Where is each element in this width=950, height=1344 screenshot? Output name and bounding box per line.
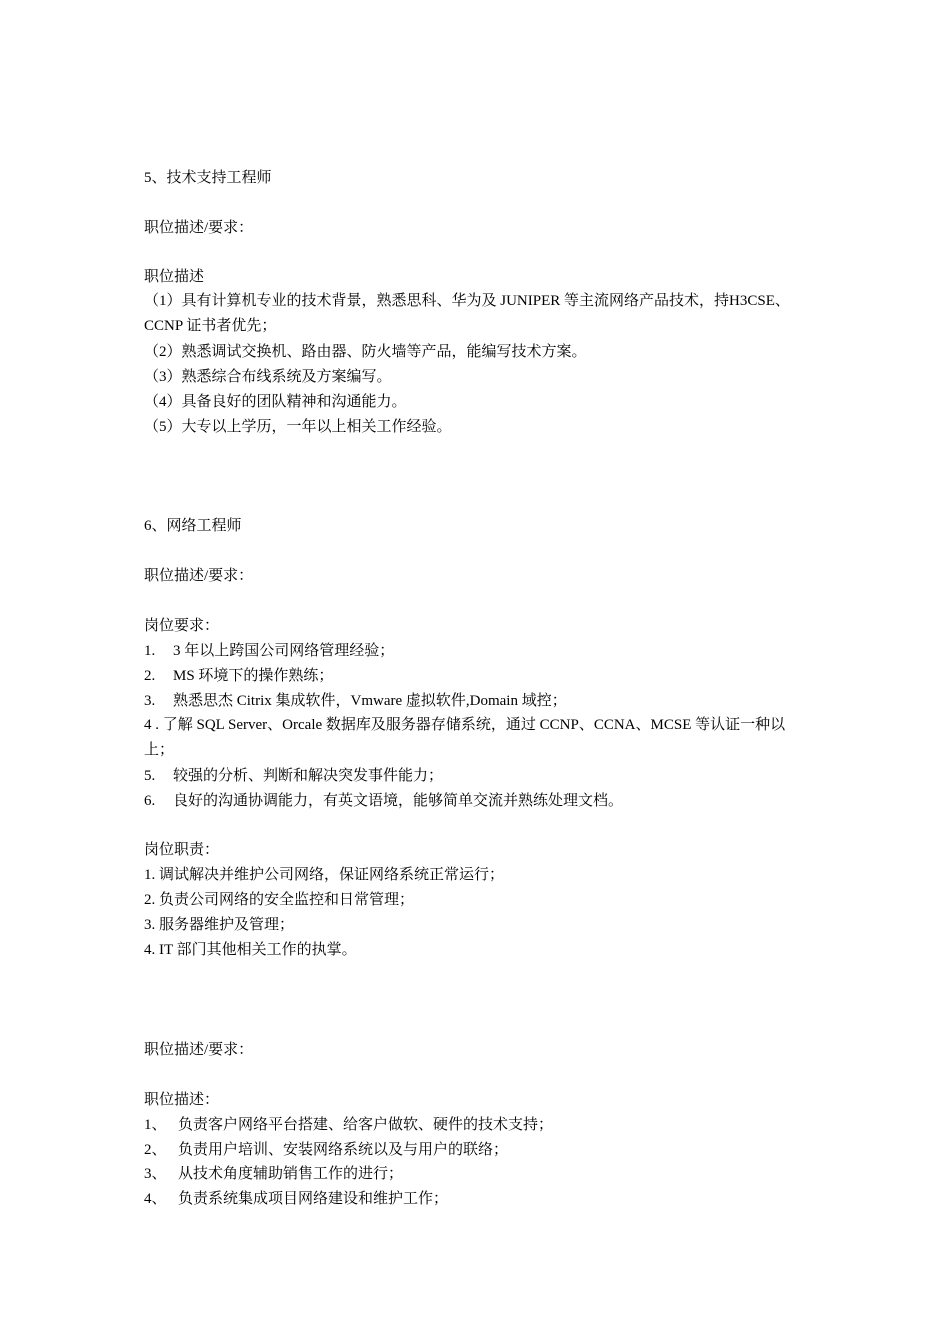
item-number: 1、 [144,1117,167,1133]
duty-item-1: 1. 调试解决并维护公司网络，保证网络系统正常运行； [144,867,505,883]
requirement-item-6 [144,791,814,811]
section5-sub-label: 职位描述 [144,269,205,285]
requirement-number: 5. [144,768,156,784]
item-text: 负责客户网络平台搭建、给客户做软、硬件的技术支持； [178,1117,554,1133]
section6-req-label: 岗位要求： [144,618,220,634]
requirement-text: 较强的分析、判断和解决突发事件能力； [173,768,444,784]
section7-desc-label: 职位描述/要求： [144,1042,254,1058]
requirement-number: 1. [144,643,156,659]
item-number: 4、 [144,1191,167,1207]
item-number: 2、 [144,1142,167,1158]
requirement-number: 2. [144,668,156,684]
requirement-item-3 [144,691,814,711]
section5-item-1: （1）具有计算机专业的技术背景，熟悉思科、华为及 JUNIPER 等主流网络产品技术，持H3CSE、CCNP 证书者优先； [144,293,790,334]
requirement-number: 6. [144,793,156,809]
section7-item-4 [144,1189,814,1209]
section-heading-5: 5、技术支持工程师 [144,170,272,186]
section5-item-3: （3）熟悉综合布线系统及方案编写。 [144,369,392,385]
item-number: 3、 [144,1166,167,1182]
section5-item-2: （2）熟悉调试交换机、路由器、防火墙等产品，能编写技术方案。 [144,344,587,360]
item-text: 从技术角度辅助销售工作的进行； [178,1166,404,1182]
requirement-text: 熟悉思杰 Citrix 集成软件，Vmware 虚拟软件,Domain 域控； [173,693,567,709]
requirement-item-5 [144,766,814,786]
requirement-item-4 [144,713,814,763]
requirement-number: 3. [144,693,156,709]
section5-item-5: （5）大专以上学历，一年以上相关工作经验。 [144,419,452,435]
section5-desc-label: 职位描述/要求： [144,220,254,236]
section7-item-1 [144,1115,814,1135]
duty-item-2: 2. 负责公司网络的安全监控和日常管理； [144,892,415,908]
item-text: 负责系统集成项目网络建设和维护工作； [178,1191,449,1207]
section-heading-6: 6、网络工程师 [144,518,242,534]
requirement-text: 3 年以上跨国公司网络管理经验； [173,643,395,659]
requirement-item-2 [144,666,814,686]
item-text: 负责用户培训、安装网络系统以及与用户的联络； [178,1142,509,1158]
section7-sub-label: 职位描述： [144,1092,220,1108]
requirement-text: 良好的沟通协调能力，有英文语境，能够简单交流并熟练处理文档。 [173,793,624,809]
requirement-number: 4 [144,717,152,733]
duty-item-4: 4. IT 部门其他相关工作的执掌。 [144,942,357,958]
requirement-text: . 了解 SQL Server、Orcale 数据库及服务器存储系统，通过 CCNP、CCNA、MCSE 等认证一种以上； [144,717,786,758]
section6-desc-label: 职位描述/要求： [144,568,254,584]
section7-item-2 [144,1140,814,1160]
requirement-item-1 [144,641,814,661]
requirement-text: MS 环境下的操作熟练； [173,668,334,684]
section6-duty-label: 岗位职责： [144,842,220,858]
section5-item-4: （4）具备良好的团队精神和沟通能力。 [144,394,407,410]
section7-item-3 [144,1164,814,1184]
duty-item-3: 3. 服务器维护及管理； [144,917,295,933]
